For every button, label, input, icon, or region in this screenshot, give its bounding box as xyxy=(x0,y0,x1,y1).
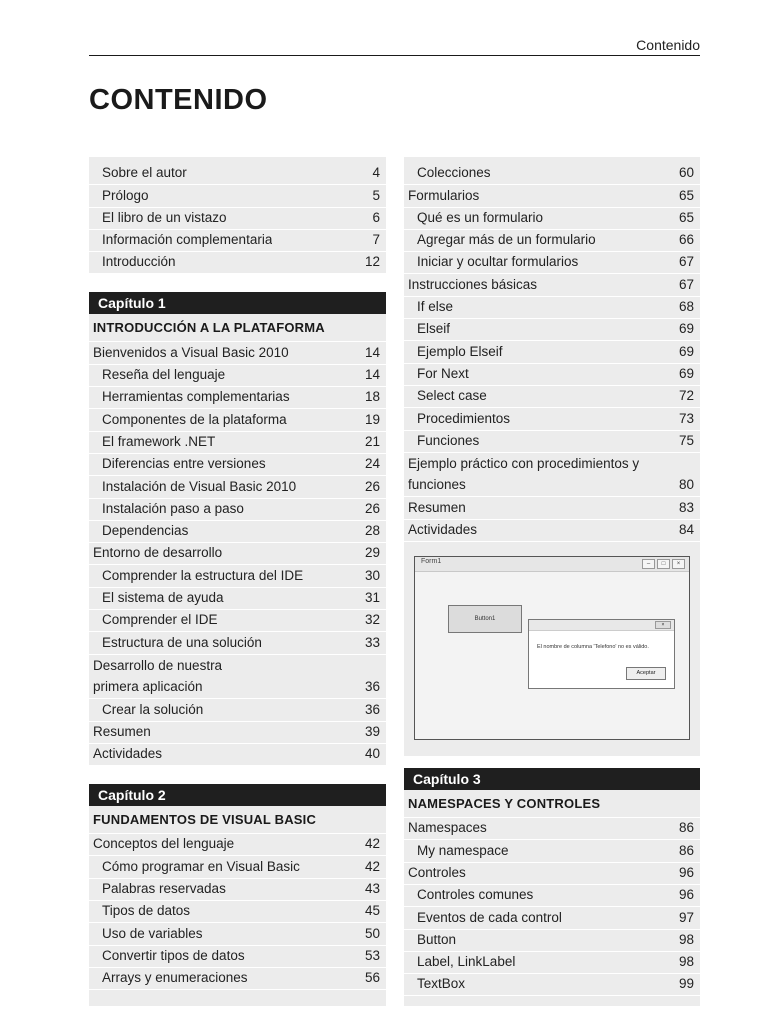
toc-entry-title: Crear la solución xyxy=(102,701,204,717)
toc-entry xyxy=(89,387,386,409)
toc-entry xyxy=(404,431,700,453)
toc-entry-page: 75 xyxy=(678,432,694,448)
toc-entry xyxy=(89,432,386,454)
toc-entry-page: 45 xyxy=(364,903,380,919)
toc-entry-page: 26 xyxy=(364,478,380,494)
toc-entry-page: 67 xyxy=(678,276,694,292)
chapter-3-list xyxy=(404,818,700,996)
running-head: Contenido xyxy=(636,37,700,53)
toc-entry-title: Bienvenidos a Visual Basic 2010 xyxy=(93,344,289,360)
toc-entry-title: Comprender la estructura del IDE xyxy=(102,567,304,583)
toc-entry-title: Actividades xyxy=(408,522,478,538)
toc-entry-page: 84 xyxy=(678,522,694,538)
toc-entry-page: 83 xyxy=(678,499,694,515)
toc-entry-title: Resumen xyxy=(408,499,466,515)
toc-entry-page: 43 xyxy=(364,881,380,897)
toc-entry xyxy=(404,386,700,408)
toc-entry-page: 69 xyxy=(678,321,694,337)
toc-entry xyxy=(89,163,386,185)
toc-entry-page: 36 xyxy=(364,701,380,717)
toc-entry xyxy=(404,840,700,862)
toc-entry-title: Convertir tipos de datos xyxy=(102,947,245,963)
toc-entry-title: Información complementaria xyxy=(102,232,273,248)
figure-dialog-ok-button: Aceptar xyxy=(626,667,666,680)
figure-dialog-message: El nombre de columna 'Telefono' no es válido. xyxy=(537,644,649,651)
front-matter-list xyxy=(89,163,386,274)
toc-entry-title: TextBox xyxy=(417,976,466,992)
toc-entry-title: Label, LinkLabel xyxy=(417,954,516,970)
section-gap xyxy=(88,766,387,784)
toc-entry-title: El framework .NET xyxy=(102,433,216,449)
toc-entry xyxy=(404,863,700,885)
toc-entry xyxy=(89,923,386,945)
toc-entry-title: Colecciones xyxy=(417,165,491,181)
toc-entry-title: Introducción xyxy=(102,254,176,270)
toc-entry xyxy=(404,230,700,252)
toc-entry-title: Controles comunes xyxy=(417,887,534,903)
toc-entry-title: Desarrollo de nuestra xyxy=(93,657,223,673)
dialog-close-icon: × xyxy=(655,621,671,629)
chapter-2-list xyxy=(89,834,386,990)
toc-entry-title: Funciones xyxy=(417,432,480,448)
section-gap xyxy=(88,274,387,292)
toc-entry xyxy=(404,907,700,929)
chapter-2-continued-list xyxy=(404,163,700,542)
toc-entry xyxy=(89,968,386,990)
maximize-icon: □ xyxy=(657,559,670,569)
toc-entry-page: 14 xyxy=(364,367,380,383)
toc-entry-title: Namespaces xyxy=(408,820,487,836)
toc-entry xyxy=(404,274,700,296)
toc-entry xyxy=(404,408,700,430)
chapter-3-bar: Capítulo 3 xyxy=(404,768,700,790)
toc-entry-title: funciones xyxy=(408,477,466,493)
toc-entry xyxy=(89,185,386,207)
toc-entry xyxy=(89,208,386,230)
toc-entry xyxy=(89,365,386,387)
toc-entry xyxy=(89,565,386,587)
toc-entry-page: 29 xyxy=(364,545,380,561)
toc-entry xyxy=(404,818,700,840)
toc-entry xyxy=(89,543,386,565)
figure-dialog-titlebar xyxy=(529,620,674,631)
toc-entry-title: Formularios xyxy=(408,187,480,203)
toc-entry xyxy=(89,677,386,699)
toc-entry xyxy=(404,364,700,386)
toc-entry-page: 65 xyxy=(678,187,694,203)
toc-entry xyxy=(89,230,386,252)
toc-entry-page: 99 xyxy=(678,976,694,992)
toc-entry-page: 53 xyxy=(364,947,380,963)
toc-entry-title: Controles xyxy=(408,864,466,880)
toc-entry-title: Comprender el IDE xyxy=(102,612,218,628)
toc-entry-page: 67 xyxy=(678,254,694,270)
toc-entry xyxy=(89,856,386,878)
toc-entry-title: El sistema de ayuda xyxy=(102,590,224,606)
toc-entry xyxy=(89,588,386,610)
toc-entry xyxy=(89,610,386,632)
toc-entry-title: Resumen xyxy=(93,723,151,739)
toc-entry-page: 66 xyxy=(678,232,694,248)
toc-entry-page: 30 xyxy=(364,567,380,583)
toc-entry xyxy=(404,453,700,475)
toc-entry-title: Actividades xyxy=(93,746,163,762)
toc-entry xyxy=(89,499,386,521)
toc-entry-title: Instalación paso a paso xyxy=(102,500,244,516)
toc-entry-title: Herramientas complementarias xyxy=(102,389,290,405)
toc-entry xyxy=(404,252,700,274)
toc-entry xyxy=(404,297,700,319)
toc-entry xyxy=(404,319,700,341)
toc-entry xyxy=(404,497,700,519)
toc-entry-page: 12 xyxy=(364,254,380,270)
toc-entry xyxy=(404,885,700,907)
toc-entry xyxy=(89,252,386,274)
toc-entry xyxy=(89,744,386,766)
toc-entry-page: 7 xyxy=(372,232,380,248)
toc-entry-title: Eventos de cada control xyxy=(417,909,562,925)
figure-window-title: Form1 xyxy=(421,558,442,566)
toc-entry-title: Qué es un formulario xyxy=(417,209,544,225)
page-title: CONTENIDO xyxy=(89,84,268,116)
toc-entry xyxy=(89,946,386,968)
toc-entry-page: 56 xyxy=(364,970,380,986)
toc-entry xyxy=(89,454,386,476)
header-rule xyxy=(89,55,700,56)
toc-entry-title: Ejemplo práctico con procedimientos y xyxy=(408,456,640,472)
figure-spacer xyxy=(404,740,700,756)
toc-right-column xyxy=(404,157,700,1006)
toc-entry-title: My namespace xyxy=(417,842,509,858)
toc-entry-title: Elseif xyxy=(417,321,451,337)
toc-entry-page: 5 xyxy=(372,187,380,203)
toc-entry-title: Componentes de la plataforma xyxy=(102,411,287,427)
toc-entry-title: Iniciar y ocultar formularios xyxy=(417,254,579,270)
toc-entry xyxy=(89,722,386,744)
toc-entry-page: 96 xyxy=(678,864,694,880)
toc-entry-title: Prólogo xyxy=(102,187,149,203)
toc-entry-title: For Next xyxy=(417,365,469,381)
toc-entry-page: 36 xyxy=(364,679,380,695)
toc-entry xyxy=(89,699,386,721)
toc-entry xyxy=(89,409,386,431)
toc-entry-page: 6 xyxy=(372,209,380,225)
toc-entry-page: 21 xyxy=(364,433,380,449)
toc-entry-title: Palabras reservadas xyxy=(102,881,226,897)
toc-entry-title: Conceptos del lenguaje xyxy=(93,836,235,852)
toc-entry-title: Estructura de una solución xyxy=(102,634,262,650)
toc-entry-page: 4 xyxy=(372,165,380,181)
toc-left-column xyxy=(89,157,386,1006)
toc-entry-page: 42 xyxy=(364,836,380,852)
chapter-2-bar: Capítulo 2 xyxy=(89,784,386,806)
toc-entry-title: Tipos de datos xyxy=(102,903,191,919)
toc-entry-page: 69 xyxy=(678,365,694,381)
toc-entry-title: Diferencias entre versiones xyxy=(102,456,266,472)
toc-entry-title: Agregar más de un formulario xyxy=(417,232,596,248)
toc-entry-title: Procedimientos xyxy=(417,410,511,426)
chapter-1-bar: Capítulo 1 xyxy=(89,292,386,314)
toc-entry-page: 26 xyxy=(364,500,380,516)
toc-entry xyxy=(89,521,386,543)
toc-entry xyxy=(404,974,700,996)
toc-entry-title: Uso de variables xyxy=(102,925,203,941)
toc-entry-title: primera aplicación xyxy=(93,679,203,695)
toc-entry xyxy=(89,342,386,364)
toc-entry-page: 24 xyxy=(364,456,380,472)
toc-entry-page: 98 xyxy=(678,931,694,947)
toc-entry-page: 96 xyxy=(678,887,694,903)
toc-entry xyxy=(89,632,386,654)
toc-entry-page: 72 xyxy=(678,388,694,404)
chapter-2-title: FUNDAMENTOS DE VISUAL BASIC xyxy=(89,806,386,834)
toc-entry-page: 14 xyxy=(364,344,380,360)
toc-entry-page: 50 xyxy=(364,925,380,941)
toc-entry-page: 39 xyxy=(364,723,380,739)
toc-entry-page: 73 xyxy=(678,410,694,426)
toc-entry-title: El libro de un vistazo xyxy=(102,209,227,225)
toc-entry-title: Dependencias xyxy=(102,523,189,539)
toc-entry xyxy=(404,163,700,185)
toc-entry-title: Reseña del lenguaje xyxy=(102,367,226,383)
toc-entry-title: Entorno de desarrollo xyxy=(93,545,223,561)
toc-entry-page: 60 xyxy=(678,165,694,181)
chapter-1-list xyxy=(89,342,386,766)
toc-entry-page: 32 xyxy=(364,612,380,628)
toc-entry-page: 97 xyxy=(678,909,694,925)
toc-entry-page: 86 xyxy=(678,842,694,858)
toc-entry-title: Button xyxy=(417,931,457,947)
toc-entry-page: 80 xyxy=(678,477,694,493)
toc-entry-title: Cómo programar en Visual Basic xyxy=(102,858,300,874)
chapter-3-title: NAMESPACES Y CONTROLES xyxy=(404,790,700,818)
toc-entry-page: 33 xyxy=(364,634,380,650)
toc-entry-page: 31 xyxy=(364,590,380,606)
toc-entry xyxy=(404,475,700,497)
toc-entry-page: 86 xyxy=(678,820,694,836)
toc-entry-title: Sobre el autor xyxy=(102,165,187,181)
toc-entry-title: If else xyxy=(417,299,454,315)
toc-entry-page: 40 xyxy=(364,746,380,762)
toc-entry-page: 18 xyxy=(364,389,380,405)
toc-entry-title: Instalación de Visual Basic 2010 xyxy=(102,478,297,494)
screenshot-figure xyxy=(414,556,690,740)
toc-entry xyxy=(89,879,386,901)
toc-entry xyxy=(404,930,700,952)
figure-window-titlebar xyxy=(415,557,689,572)
toc-entry-page: 69 xyxy=(678,343,694,359)
minimize-icon: – xyxy=(642,559,655,569)
chapter-1-title: INTRODUCCIÓN A LA PLATAFORMA xyxy=(89,314,386,342)
toc-entry xyxy=(89,901,386,923)
section-gap xyxy=(403,756,701,768)
close-icon: × xyxy=(672,559,685,569)
toc-entry-title: Arrays y enumeraciones xyxy=(102,970,248,986)
toc-entry xyxy=(404,952,700,974)
toc-entry-page: 65 xyxy=(678,209,694,225)
toc-entry xyxy=(404,520,700,542)
toc-entry xyxy=(404,341,700,363)
toc-entry xyxy=(89,476,386,498)
toc-entry-page: 68 xyxy=(678,299,694,315)
toc-entry-title: Ejemplo Elseif xyxy=(417,343,503,359)
figure-button1: Button1 xyxy=(448,605,522,633)
toc-entry xyxy=(89,834,386,856)
toc-entry xyxy=(404,185,700,207)
toc-entry-title: Instrucciones básicas xyxy=(408,276,538,292)
figure-window-controls xyxy=(642,559,685,569)
toc-entry-page: 42 xyxy=(364,858,380,874)
toc-entry xyxy=(89,655,386,677)
toc-entry-page: 28 xyxy=(364,523,380,539)
figure-error-dialog xyxy=(528,619,675,689)
toc-entry-page: 19 xyxy=(364,411,380,427)
toc-entry-title: Select case xyxy=(417,388,487,404)
toc-entry-page: 98 xyxy=(678,954,694,970)
toc-entry xyxy=(404,208,700,230)
